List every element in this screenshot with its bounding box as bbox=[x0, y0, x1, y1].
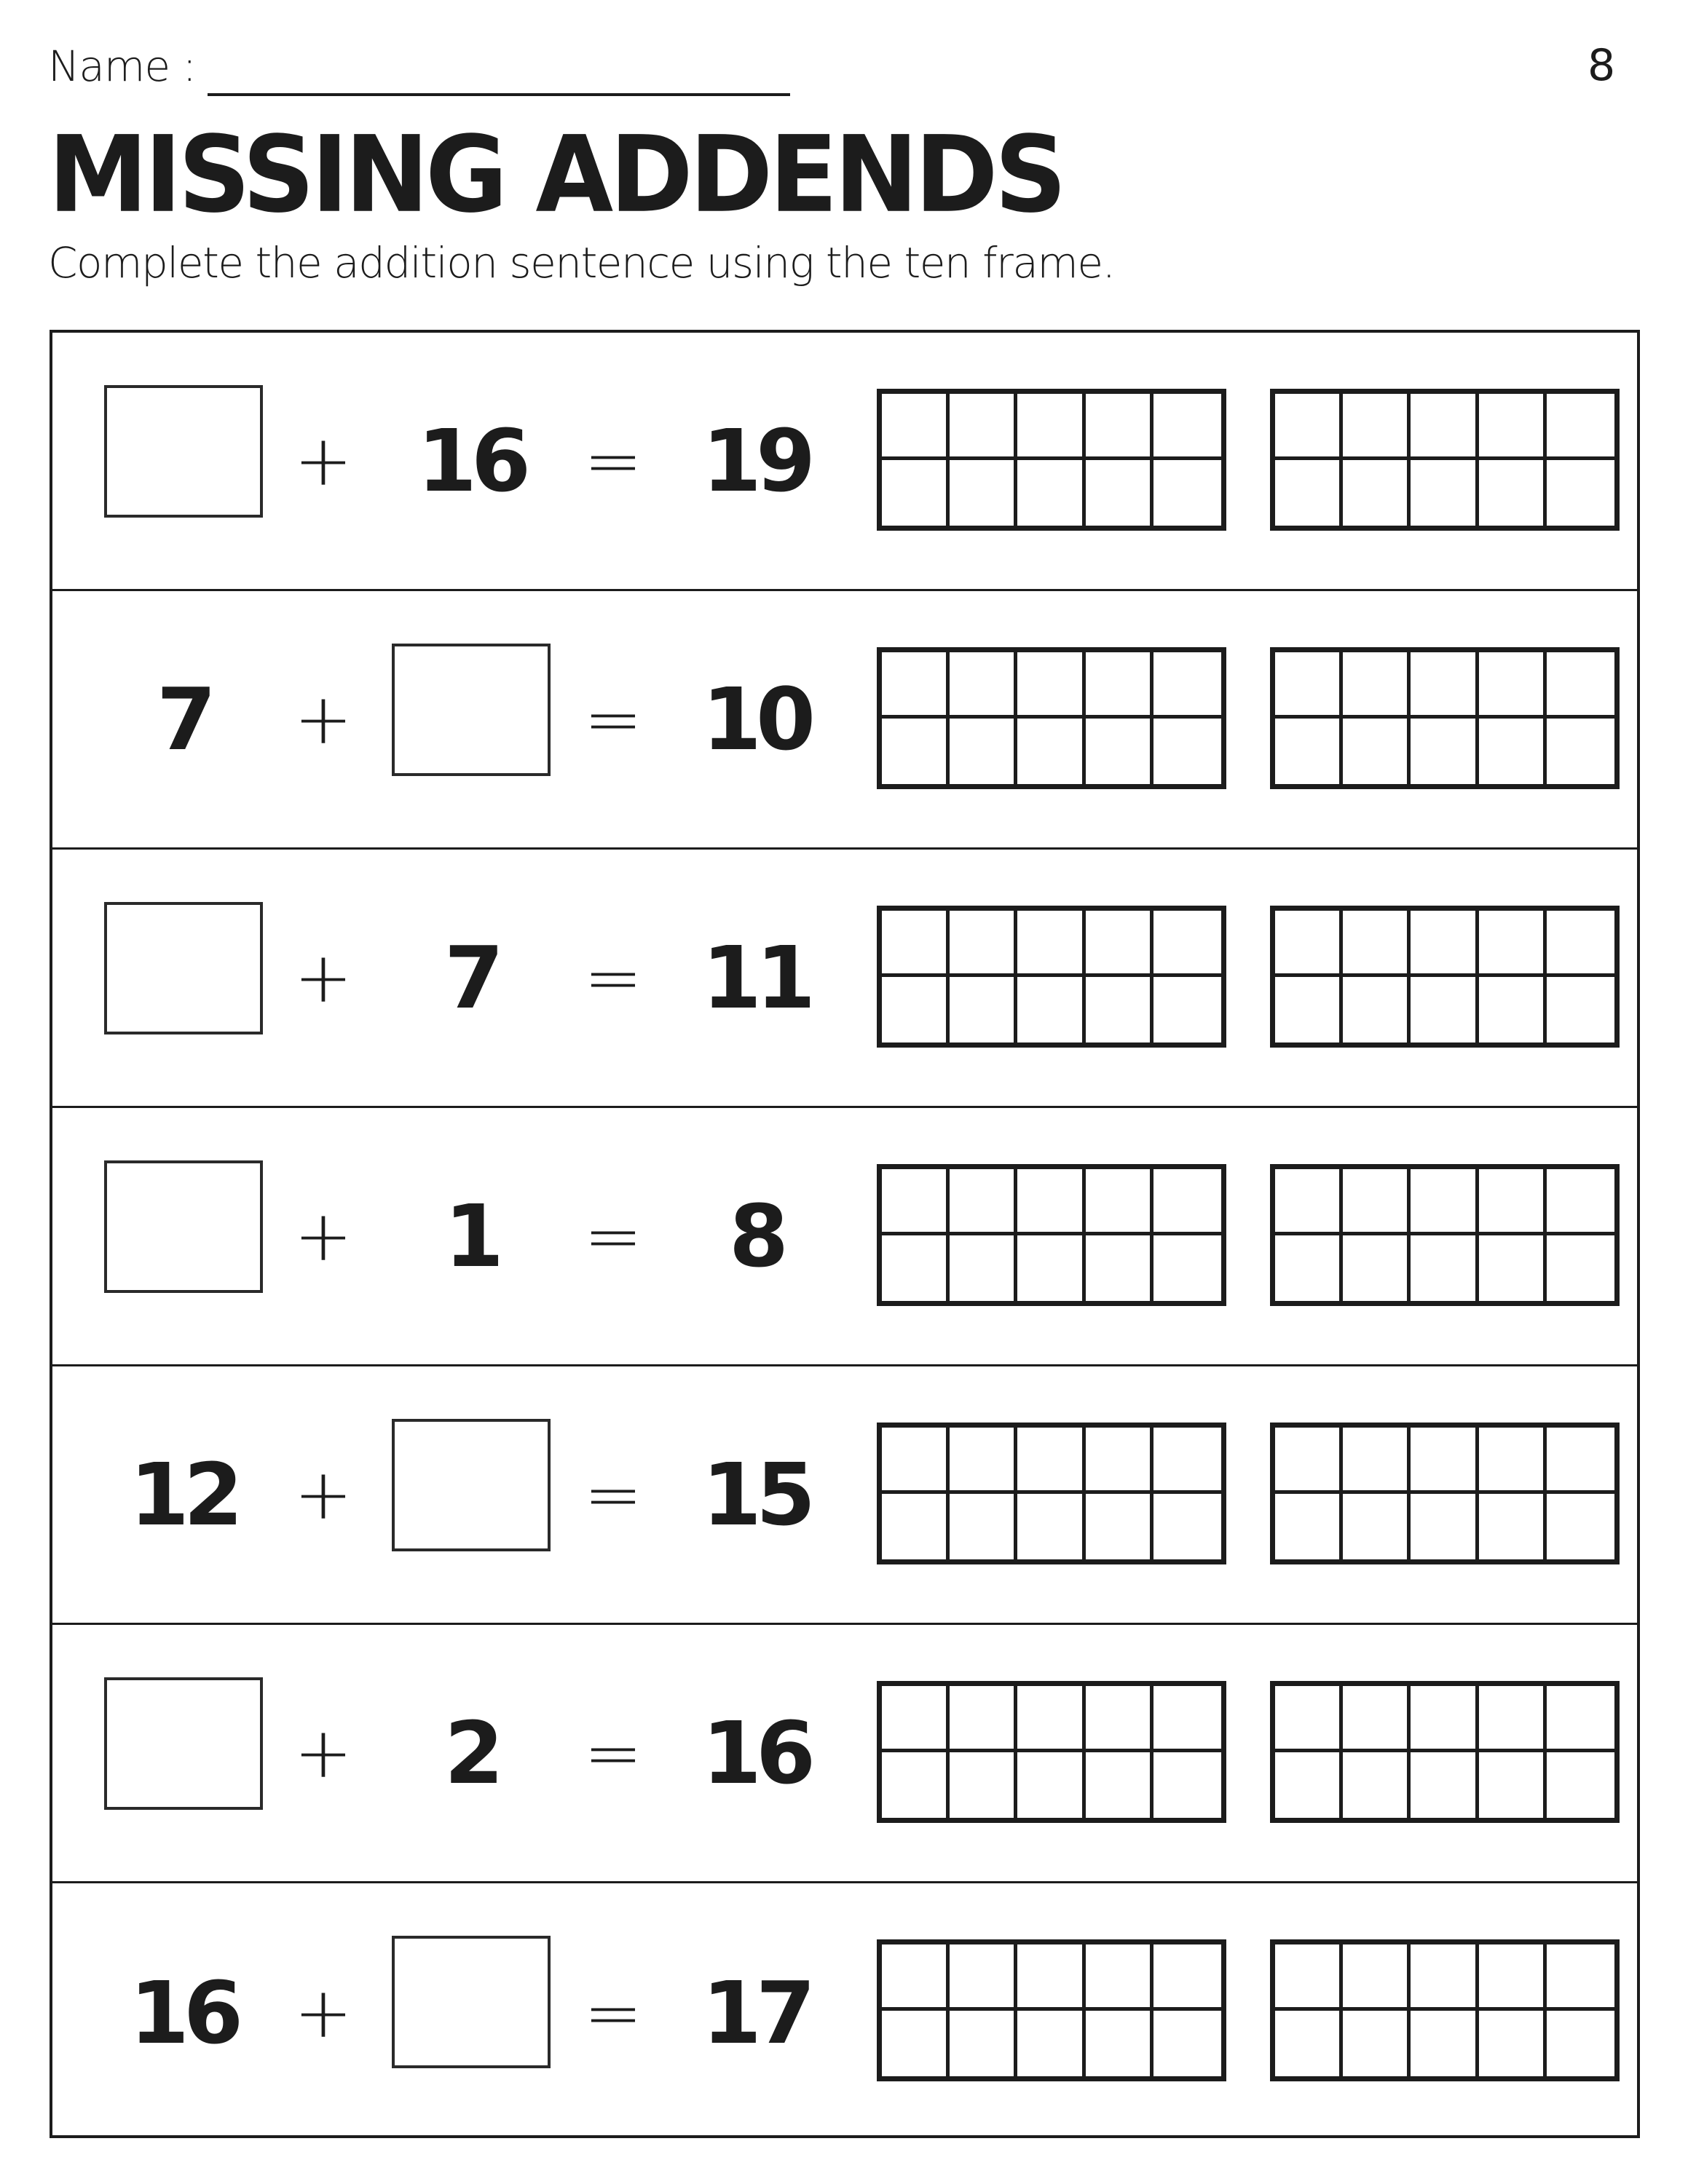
ten-frame-cell[interactable] bbox=[882, 1169, 950, 1235]
ten-frame-cell[interactable] bbox=[1343, 1428, 1411, 1494]
ten-frame-cell[interactable] bbox=[1086, 1944, 1153, 2011]
ten-frame-cell[interactable] bbox=[1343, 2011, 1411, 2077]
ten-frame-cell[interactable] bbox=[1086, 2011, 1153, 2077]
instructions: Complete the addition sentence using the ten frame. bbox=[48, 238, 1115, 288]
ten-frame-cell[interactable] bbox=[1153, 719, 1221, 785]
ten-frame-cell[interactable] bbox=[1411, 1752, 1478, 1819]
ten-frame-cell[interactable] bbox=[1017, 1169, 1085, 1235]
ten-frame-cell[interactable] bbox=[1411, 460, 1478, 526]
problem-row bbox=[52, 1108, 1637, 1366]
plus-sign: + bbox=[293, 1971, 353, 2054]
ten-frame-cell[interactable] bbox=[1479, 1752, 1547, 1819]
ten-frame-cell[interactable] bbox=[1343, 1944, 1411, 2011]
ten-frame-cell[interactable] bbox=[882, 2011, 950, 2077]
missing-addend-box[interactable] bbox=[104, 902, 263, 1034]
ten-frame-cell[interactable] bbox=[1343, 394, 1411, 460]
ten-frame-cell[interactable] bbox=[1411, 719, 1478, 785]
ten-frame-cell[interactable] bbox=[1411, 1686, 1478, 1752]
plus-sign: + bbox=[293, 420, 353, 502]
ten-frame-cell[interactable] bbox=[1275, 977, 1343, 1043]
ten-frame-cell[interactable] bbox=[1547, 460, 1614, 526]
ten-frame-cell[interactable] bbox=[1411, 652, 1478, 719]
ten-frame[interactable] bbox=[1270, 647, 1620, 789]
ten-frame-cell[interactable] bbox=[1411, 1235, 1478, 1302]
ten-frame-cell[interactable] bbox=[1275, 1428, 1343, 1494]
ten-frame-cell[interactable] bbox=[950, 1752, 1017, 1819]
ten-frame[interactable] bbox=[877, 906, 1226, 1048]
ten-frame-cell[interactable] bbox=[950, 460, 1017, 526]
missing-addend-box[interactable] bbox=[392, 644, 551, 776]
ten-frame-cell[interactable] bbox=[1275, 1944, 1343, 2011]
plus-sign: + bbox=[293, 1712, 353, 1794]
ten-frame-cell[interactable] bbox=[1017, 1428, 1085, 1494]
ten-frame-cell[interactable] bbox=[1479, 1235, 1547, 1302]
ten-frame-cell[interactable] bbox=[1343, 719, 1411, 785]
ten-frame-cell[interactable] bbox=[1153, 1686, 1221, 1752]
ten-frame-cell[interactable] bbox=[1479, 1169, 1547, 1235]
ten-frame-cell[interactable] bbox=[1017, 1686, 1085, 1752]
ten-frame-cell[interactable] bbox=[950, 1944, 1017, 2011]
ten-frame-cell[interactable] bbox=[882, 911, 950, 977]
ten-frame-cell[interactable] bbox=[1411, 911, 1478, 977]
ten-frame[interactable] bbox=[1270, 1681, 1620, 1823]
sum: 11 bbox=[701, 927, 811, 1028]
ten-frame-cell[interactable] bbox=[882, 460, 950, 526]
ten-frame-cell[interactable] bbox=[950, 394, 1017, 460]
ten-frame-cell[interactable] bbox=[1547, 719, 1614, 785]
ten-frame-cell[interactable] bbox=[1153, 2011, 1221, 2077]
ten-frame-cell[interactable] bbox=[1343, 1752, 1411, 1819]
ten-frame-cell[interactable] bbox=[950, 977, 1017, 1043]
ten-frame-cell[interactable] bbox=[1411, 2011, 1478, 2077]
ten-frame[interactable] bbox=[877, 647, 1226, 789]
ten-frame-cell[interactable] bbox=[1153, 1235, 1221, 1302]
ten-frame-cell[interactable] bbox=[950, 1494, 1017, 1560]
ten-frame-cell[interactable] bbox=[1343, 1169, 1411, 1235]
ten-frame-cell[interactable] bbox=[1411, 1428, 1478, 1494]
equals-sign: = bbox=[583, 1712, 643, 1794]
ten-frame-cell[interactable] bbox=[1547, 1169, 1614, 1235]
problem-row bbox=[52, 591, 1637, 850]
ten-frame-cell[interactable] bbox=[1547, 1235, 1614, 1302]
ten-frame-cell[interactable] bbox=[950, 719, 1017, 785]
addend-a: 16 bbox=[129, 1962, 238, 2063]
ten-frame-cell[interactable] bbox=[882, 1752, 950, 1819]
ten-frame[interactable] bbox=[1270, 389, 1620, 531]
addend-b: 1 bbox=[443, 1186, 499, 1286]
ten-frame-cell[interactable] bbox=[1479, 1494, 1547, 1560]
ten-frame[interactable] bbox=[1270, 1423, 1620, 1564]
ten-frame-cell[interactable] bbox=[1086, 652, 1153, 719]
ten-frame-cell[interactable] bbox=[1017, 1235, 1085, 1302]
ten-frame-cell[interactable] bbox=[1547, 1428, 1614, 1494]
ten-frame-cell[interactable] bbox=[1017, 1494, 1085, 1560]
ten-frame-cell[interactable] bbox=[1153, 652, 1221, 719]
ten-frame-cell[interactable] bbox=[950, 1428, 1017, 1494]
ten-frame-cell[interactable] bbox=[882, 1494, 950, 1560]
ten-frame-cell[interactable] bbox=[882, 1686, 950, 1752]
ten-frame-cell[interactable] bbox=[882, 1235, 950, 1302]
ten-frame-cell[interactable] bbox=[1411, 1494, 1478, 1560]
ten-frame-cell[interactable] bbox=[1343, 460, 1411, 526]
ten-frame-cell[interactable] bbox=[1479, 394, 1547, 460]
ten-frame-cell[interactable] bbox=[1275, 652, 1343, 719]
sum: 8 bbox=[728, 1186, 784, 1286]
page-number: 8 bbox=[1588, 40, 1616, 91]
ten-frame-cell[interactable] bbox=[1153, 1169, 1221, 1235]
addend-a: 7 bbox=[156, 669, 211, 769]
ten-frame-cell[interactable] bbox=[1153, 1752, 1221, 1819]
plus-sign: + bbox=[293, 678, 353, 760]
ten-frame-cell[interactable] bbox=[1479, 977, 1547, 1043]
addend-b: 2 bbox=[443, 1703, 499, 1803]
ten-frame-cell[interactable] bbox=[1275, 1235, 1343, 1302]
ten-frame-cell[interactable] bbox=[1086, 1686, 1153, 1752]
ten-frame-cell[interactable] bbox=[1479, 1686, 1547, 1752]
ten-frame-cell[interactable] bbox=[1275, 719, 1343, 785]
ten-frame-cell[interactable] bbox=[1411, 977, 1478, 1043]
ten-frame-cell[interactable] bbox=[1547, 977, 1614, 1043]
ten-frame-cell[interactable] bbox=[1547, 1752, 1614, 1819]
ten-frame-cell[interactable] bbox=[1343, 652, 1411, 719]
ten-frame-cell[interactable] bbox=[1479, 1428, 1547, 1494]
ten-frame-cell[interactable] bbox=[1086, 719, 1153, 785]
sum: 16 bbox=[701, 1703, 811, 1803]
ten-frame[interactable] bbox=[877, 1164, 1226, 1306]
ten-frame-cell[interactable] bbox=[1153, 460, 1221, 526]
ten-frame-cell[interactable] bbox=[1547, 1494, 1614, 1560]
ten-frame-cell[interactable] bbox=[950, 1235, 1017, 1302]
ten-frame-cell[interactable] bbox=[1086, 1752, 1153, 1819]
ten-frame[interactable] bbox=[877, 1681, 1226, 1823]
missing-addend-box[interactable] bbox=[392, 1936, 551, 2068]
equals-sign: = bbox=[583, 1195, 643, 1277]
ten-frame-cell[interactable] bbox=[1275, 911, 1343, 977]
ten-frame[interactable] bbox=[1270, 906, 1620, 1048]
ten-frame-cell[interactable] bbox=[1017, 1944, 1085, 2011]
worksheet-title: MISSING ADDENDS bbox=[48, 113, 1064, 237]
ten-frame-cell[interactable] bbox=[1017, 460, 1085, 526]
ten-frame-cell[interactable] bbox=[1086, 1494, 1153, 1560]
problem-row bbox=[52, 1883, 1637, 2142]
missing-addend-box[interactable] bbox=[104, 385, 263, 518]
ten-frame-cell[interactable] bbox=[1275, 1686, 1343, 1752]
addend-b: 7 bbox=[443, 927, 499, 1028]
ten-frame-cell[interactable] bbox=[1017, 2011, 1085, 2077]
ten-frame-cell[interactable] bbox=[1479, 652, 1547, 719]
problem-row bbox=[52, 333, 1637, 591]
ten-frame-cell[interactable] bbox=[1086, 1169, 1153, 1235]
ten-frame-cell[interactable] bbox=[950, 652, 1017, 719]
problem-row bbox=[52, 1625, 1637, 1883]
ten-frame-cell[interactable] bbox=[1153, 977, 1221, 1043]
name-answer-line[interactable] bbox=[208, 93, 790, 96]
ten-frame-cell[interactable] bbox=[1086, 460, 1153, 526]
missing-addend-box[interactable] bbox=[392, 1419, 551, 1551]
ten-frame-cell[interactable] bbox=[1017, 652, 1085, 719]
ten-frame-cell[interactable] bbox=[1275, 1169, 1343, 1235]
ten-frame-cell[interactable] bbox=[882, 394, 950, 460]
ten-frame-cell[interactable] bbox=[1479, 460, 1547, 526]
ten-frame-cell[interactable] bbox=[1153, 1944, 1221, 2011]
ten-frame[interactable] bbox=[877, 1423, 1226, 1564]
equals-sign: = bbox=[583, 1971, 643, 2054]
sum: 15 bbox=[701, 1444, 811, 1545]
ten-frame-cell[interactable] bbox=[882, 1428, 950, 1494]
ten-frame-cell[interactable] bbox=[882, 977, 950, 1043]
ten-frame-cell[interactable] bbox=[1343, 1235, 1411, 1302]
ten-frame-cell[interactable] bbox=[1343, 977, 1411, 1043]
ten-frame-cell[interactable] bbox=[950, 911, 1017, 977]
ten-frame-cell[interactable] bbox=[1479, 719, 1547, 785]
ten-frame-cell[interactable] bbox=[1153, 394, 1221, 460]
problem-row bbox=[52, 850, 1637, 1108]
ten-frame-cell[interactable] bbox=[950, 1169, 1017, 1235]
ten-frame-cell[interactable] bbox=[1017, 1752, 1085, 1819]
ten-frame-cell[interactable] bbox=[1017, 719, 1085, 785]
ten-frame-cell[interactable] bbox=[1343, 911, 1411, 977]
ten-frame-cell[interactable] bbox=[1275, 1752, 1343, 1819]
addend-a: 12 bbox=[129, 1444, 238, 1545]
ten-frame-cell[interactable] bbox=[1086, 1428, 1153, 1494]
equals-sign: = bbox=[583, 937, 643, 1018]
equals-sign: = bbox=[583, 420, 643, 502]
ten-frame-cell[interactable] bbox=[1411, 1944, 1478, 2011]
ten-frame-cell[interactable] bbox=[1275, 1494, 1343, 1560]
ten-frame-cell[interactable] bbox=[1479, 911, 1547, 977]
ten-frame-cell[interactable] bbox=[1547, 1944, 1614, 2011]
ten-frame-cell[interactable] bbox=[1547, 1686, 1614, 1752]
problem-row bbox=[52, 1366, 1637, 1625]
sum: 10 bbox=[701, 669, 811, 769]
ten-frame-cell[interactable] bbox=[1343, 1686, 1411, 1752]
ten-frame-cell[interactable] bbox=[1086, 911, 1153, 977]
ten-frame-cell[interactable] bbox=[1479, 2011, 1547, 2077]
ten-frame[interactable] bbox=[877, 1939, 1226, 2081]
ten-frame-cell[interactable] bbox=[950, 1686, 1017, 1752]
ten-frame-cell[interactable] bbox=[882, 719, 950, 785]
sum: 19 bbox=[701, 411, 811, 511]
missing-addend-box[interactable] bbox=[104, 1677, 263, 1810]
problems-table bbox=[50, 330, 1640, 2138]
ten-frame[interactable] bbox=[1270, 1939, 1620, 2081]
missing-addend-box[interactable] bbox=[104, 1160, 263, 1293]
ten-frame-cell[interactable] bbox=[1547, 2011, 1614, 2077]
ten-frame-cell[interactable] bbox=[1153, 1428, 1221, 1494]
addend-b: 16 bbox=[417, 411, 526, 511]
plus-sign: + bbox=[293, 1454, 353, 1535]
ten-frame-cell[interactable] bbox=[1153, 1494, 1221, 1560]
equals-sign: = bbox=[583, 1454, 643, 1535]
ten-frame[interactable] bbox=[877, 389, 1226, 531]
ten-frame-cell[interactable] bbox=[1275, 2011, 1343, 2077]
ten-frame-cell[interactable] bbox=[1153, 911, 1221, 977]
ten-frame-cell[interactable] bbox=[882, 1944, 950, 2011]
ten-frame-cell[interactable] bbox=[1547, 652, 1614, 719]
ten-frame-cell[interactable] bbox=[1479, 1944, 1547, 2011]
ten-frame-cell[interactable] bbox=[1017, 911, 1085, 977]
ten-frame-cell[interactable] bbox=[882, 652, 950, 719]
ten-frame-cell[interactable] bbox=[1343, 1494, 1411, 1560]
ten-frame-cell[interactable] bbox=[1547, 911, 1614, 977]
ten-frame-cell[interactable] bbox=[1017, 394, 1085, 460]
name-label: Name : bbox=[48, 41, 197, 91]
ten-frame-cell[interactable] bbox=[1411, 394, 1478, 460]
equals-sign: = bbox=[583, 678, 643, 760]
ten-frame-cell[interactable] bbox=[1275, 460, 1343, 526]
ten-frame-cell[interactable] bbox=[1086, 1235, 1153, 1302]
ten-frame-cell[interactable] bbox=[1411, 1169, 1478, 1235]
ten-frame-cell[interactable] bbox=[950, 2011, 1017, 2077]
ten-frame-cell[interactable] bbox=[1086, 394, 1153, 460]
ten-frame-cell[interactable] bbox=[1086, 977, 1153, 1043]
ten-frame-cell[interactable] bbox=[1547, 394, 1614, 460]
plus-sign: + bbox=[293, 937, 353, 1018]
ten-frame-cell[interactable] bbox=[1017, 977, 1085, 1043]
plus-sign: + bbox=[293, 1195, 353, 1277]
sum: 17 bbox=[701, 1962, 811, 2063]
ten-frame-cell[interactable] bbox=[1275, 394, 1343, 460]
ten-frame[interactable] bbox=[1270, 1164, 1620, 1306]
